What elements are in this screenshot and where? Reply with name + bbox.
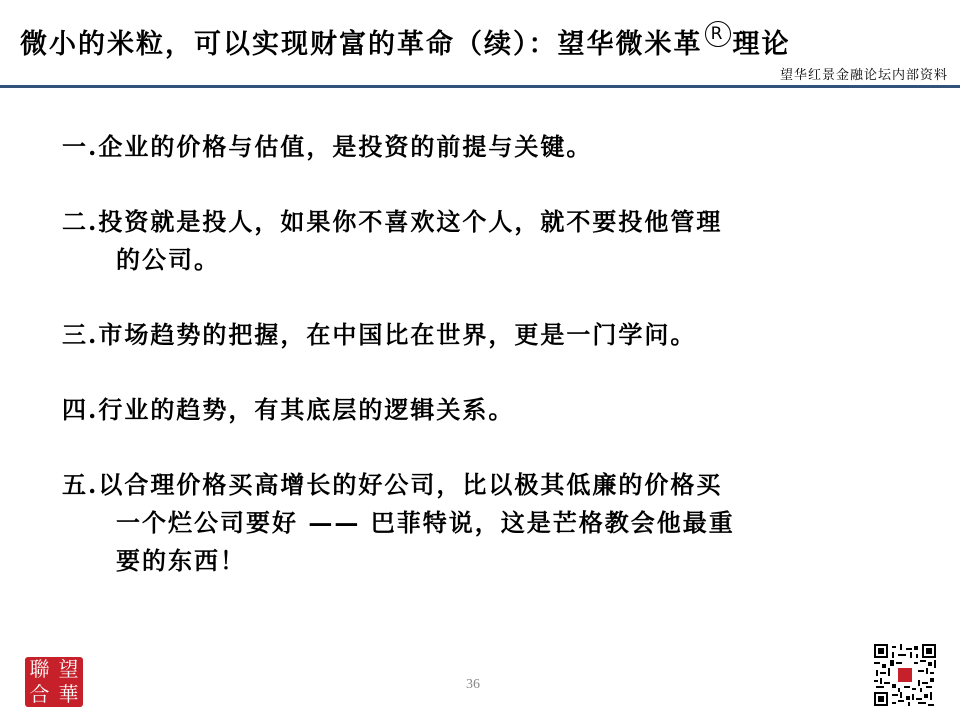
point-line: 的公司。 — [116, 245, 220, 274]
lianhe-wanghua-logo — [25, 657, 83, 707]
point-line: 行业的趋势，有其底层的逻辑关系。 — [98, 395, 515, 424]
seal-char: 望 — [58, 657, 79, 681]
point-text — [98, 128, 912, 166]
header-divider — [0, 85, 960, 88]
point-list — [62, 128, 912, 580]
list-item-continuation — [62, 504, 912, 580]
point-number: 一. — [62, 132, 99, 161]
header-subtitle: 望华红景金融论坛内部资料 — [779, 68, 948, 83]
registered-mark-icon: R — [705, 21, 731, 47]
list-item — [62, 316, 912, 354]
slide-title-text: 微小的米粒，可以实现财富的革命（续）：望华微米革 — [20, 29, 703, 60]
slide-title — [20, 22, 791, 61]
point-line: 一个烂公司要好 —— 巴菲特说，这是芒格教会他最重 — [116, 508, 735, 537]
point-number: 二. — [62, 207, 99, 236]
point-line: 市场趋势的把握，在中国比在世界，更是一门学问。 — [98, 320, 697, 349]
point-line: 要的东西！ — [116, 546, 246, 575]
point-text — [98, 203, 912, 241]
page-number: 36 — [466, 677, 480, 692]
point-line: 投资就是投人，如果你不喜欢这个人，就不要投他管理 — [98, 207, 723, 236]
point-text — [98, 466, 912, 504]
point-text — [98, 391, 912, 429]
qr-code-icon — [874, 644, 936, 706]
list-item-continuation — [62, 241, 912, 279]
seal-char: 聯 — [29, 657, 50, 681]
point-number: 三. — [62, 320, 99, 349]
point-text — [98, 316, 912, 354]
slide-title-tail: 理论 — [732, 29, 791, 60]
point-line: 以合理价格买高增长的好公司，比以极其低廉的价格买 — [98, 470, 723, 499]
list-item — [62, 466, 912, 504]
point-number: 四. — [62, 395, 99, 424]
seal-char: 合 — [29, 682, 50, 706]
header — [0, 0, 960, 86]
seal-char: 華 — [58, 682, 79, 706]
list-item — [62, 128, 912, 166]
list-item — [62, 203, 912, 241]
point-number: 五. — [62, 470, 99, 499]
list-item — [62, 391, 912, 429]
point-line: 企业的价格与估值，是投资的前提与关键。 — [98, 132, 593, 161]
